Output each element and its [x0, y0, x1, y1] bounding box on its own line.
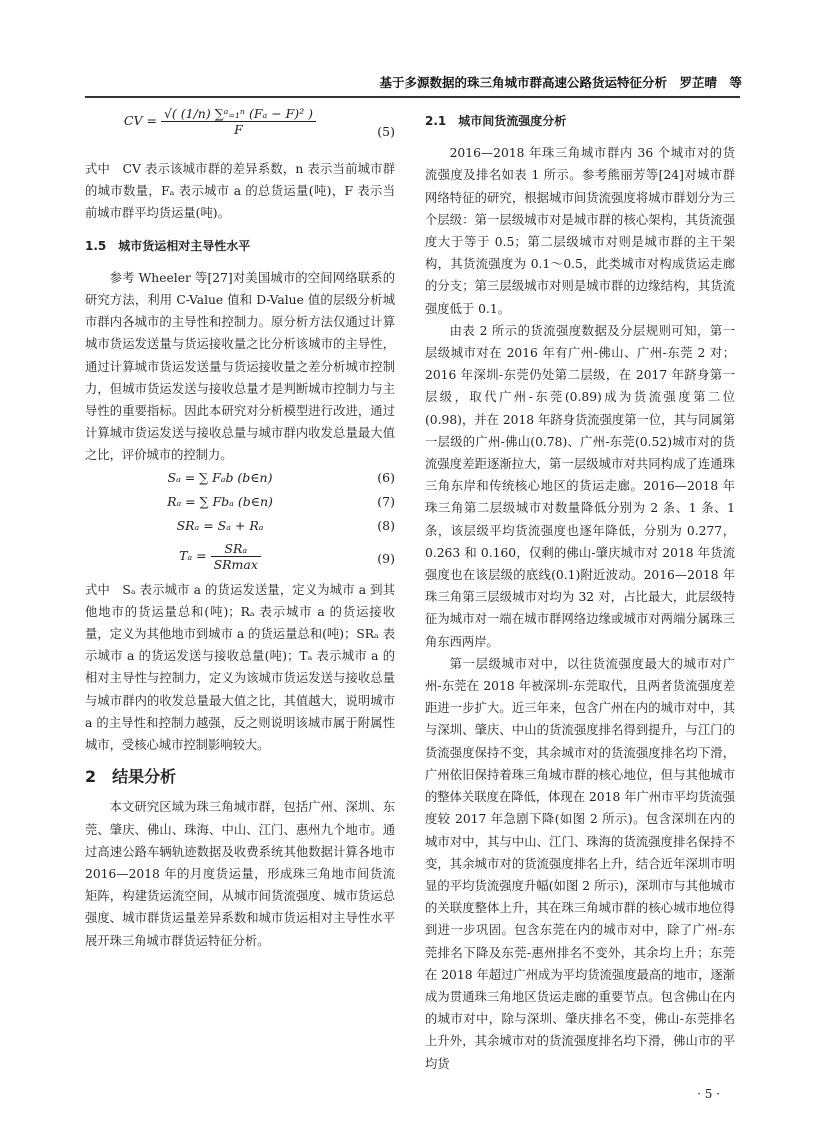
section-1-5-body: 参考 Wheeler 等[27]对美国城市的空间网络联系的研究方法，利用 C-Value 值和 D-Value 值的层级分析城市群内各城市的主导性和控制力。原分析方法仅通过计算城市货运发送量与货运接收量之比分析该城市的主导性，通过计算城市货运发送量与货运接收量之差分析城市控制力，但城市货运发送与接收总量才是判断城市控制力与主导性的重要指标。因此本研究对分析模型进行改进，通过计算城市货运发送与接收总量与城市群内收发总量最大值之比，评价城市的控制力。 — [85, 270, 395, 463]
equation-5 — [85, 100, 395, 158]
equation-5-numerator: √( (1/n) ∑ᵃ₌₁ⁿ (Fₐ − F)² ) — [161, 106, 316, 122]
section-2-1-para-1: 2016—2018 年珠三角城市群内 36 个城市对的货流强度及排名如表 1 所示。参考熊丽芳等[24]对城市群网络特征的研究，根据城市间货流强度将城市群划分为三个层级：第一层级城市对是城市群的核心架构，其货流强度大于等于 0.5；第二层级城市对则是城市群的主干架构，其货流强度为 0.1～0.5，此类城市对构成货运走廊的分支；第三层级城市对则是城市群的边缘结构，其货流强度低于 0.1。 — [425, 146, 735, 316]
running-head: 基于多源数据的珠三角城市群高速公路货运特征分析 罗芷晴 等 — [379, 75, 742, 90]
equation-5-denominator: F — [234, 122, 243, 137]
section-2-1-heading: 2.1 城市间货流强度分析 — [425, 114, 567, 128]
section-2-1-para-2: 由表 2 所示的货流强度数据及分层规则可知，第一层级城市对在 2016 年有广州-佛山、广州-东莞 2 对；2016 年深圳-东莞仍处第二层级，在 2017 年跻身第一层级，取代广州-东莞(0.89)成为货流强度第二位(0.98)，并在 2018 年跻身货流强度第一位，其与同属第一层级的广州-佛山(0.78)、广州-东莞(0.52)城市对的货流强度差距逐渐拉大，第一层级城市对共同构成了连通珠三角东岸和传统核心地区的货运走廊。2016—2018 年珠三角第二层级城市对数量降低分别为 2 条、1 条、1 条，该层级平均货流强度也逐年降低，分别为 0.277，0.263 和 0.160，仅剩的佛山-肇庆城市对 2018 年货流强度也在该层级的底线(0.1)附近波动。2016—2018 年珠三角第三层级城市对均为 32 对，占比最大，此层级特征为城市对一端在城市群网络边缘或城市对两端分属珠三角东西两岸。 — [425, 323, 735, 649]
equation-5-number: (5) — [377, 124, 395, 139]
section-1-5-heading: 1.5 城市货运相对主导性水平 — [85, 238, 251, 253]
page-number: · 5 · — [697, 1087, 720, 1101]
eq5-explanation: 式中 CV 表示该城市群的差异系数，n 表示当前城市群的城市数量，Fₐ 表示城市 a 的总货运量(吨)，F 表示当前城市群平均货运量(吨)。 — [85, 162, 395, 221]
section-2-heading: 2 结果分析 — [85, 767, 177, 787]
equation-8: SRₐ = Sₐ + Rₐ (8) — [176, 517, 395, 533]
right-column — [425, 110, 735, 1075]
left-column — [85, 100, 395, 952]
eq9-explanation: 式中 Sₐ 表示城市 a 的货运发送量，定义为城市 a 到其他地市的货运量总和(吨)；Rₐ 表示城市 a 的货运接收量，定义为其他地市到城市 a 的货运量总和(吨)；SRₐ 表示城市 a 的货运发送与接收总量(吨)；Tₐ 表示城市 a 的相对主导性与控制力，定义为该城市货运发送与接收总量与城市群内的收发总量最大值之比，其值越大，说明城市 a 的主导性和控制力越强，反之则说明该城市属于附属性城市，受核心城市控制影响较大。 — [85, 582, 395, 753]
equation-7: Rₐ = ∑ Fbₐ (b∈n) (7) — [167, 493, 395, 509]
section-2-1-para-3: 第一层级城市对中，以往货流强度最大的城市对广州-东莞在 2018 年被深圳-东莞取代，且两者货流强度差距进一步扩大。近三年来，包含广州在内的城市对中，其与深圳、肇庆、中山的货流强度排名得到提升，与江门的货流强度保持不变，其余城市对的货流强度排名均下滑，广州依旧保持着珠三角城市群的核心地位，但与其他城市的整体关联度在降低，体现在 2018 年广州市平均货流强度较 2017 年急剧下降(如图 2 所示)。包含深圳在内的城市对中，其与中山、江门、珠海的货流强度排名保持不变，其余城市对的货流强度排名上升，结合近年深圳市明显的平均货流强度升幅(如图 2 所示)，深圳市与其他城市的关联度整体上升，其在珠三角城市群的核心城市地位得到进一步巩固。包含东莞在内的城市对中，除了广州-东莞排名下降及东莞-惠州排名不变外，其余均上升；东莞在 2018 年超过广州成为平均货流强度最高的地市，逐渐成为贯通珠三角地区货运走廊的重要节点。包含佛山在内的城市对中，除与深圳、肇庆排名不变，佛山-东莞排名上升外，其余城市对的货流强度排名均下滑，佛山市的平均货 — [425, 656, 735, 1071]
header-rule — [85, 96, 740, 98]
section-2-body: 本文研究区域为珠三角城市群，包括广州、深圳、东莞、肇庆、佛山、珠海、中山、江门、惠州九个地市。通过高速公路车辆轨迹数据及收费系统其他数据计算各地市 2016—2018 年的月度货运量，形成珠三角地市间货流矩阵，构建货运流空间，从城市间货流强度、城市货运总强度、城市群货运量差异系数和城市货运相对主导性水平展开珠三角城市群货运特征分析。 — [85, 800, 395, 948]
equation-5-frac — [161, 106, 316, 137]
equation-9: Tₐ = $\frac{\text{SRₐ}}{SRmax}$ (9) — [179, 540, 395, 572]
equation-5-expr: CV = $\frac{\text{√( (1/n) ∑ᵃ₌₁ⁿ (Fₐ − F)² )}}{F}$ — [85, 106, 355, 137]
equation-6: Sₐ = ∑ Fₐb (b∈n) (6) — [167, 469, 395, 485]
